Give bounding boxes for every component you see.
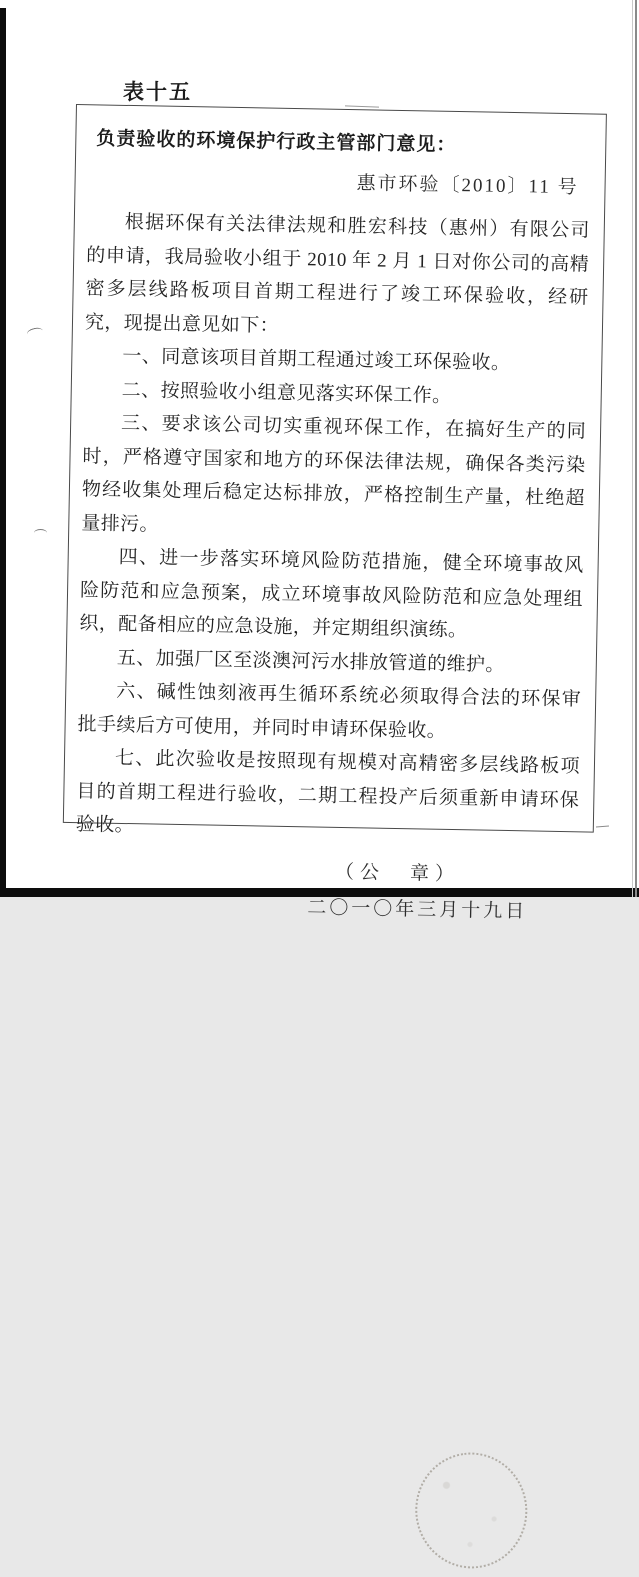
scan-edge-right-inner (632, 0, 633, 897)
scan-noise-mark (26, 326, 44, 338)
opinion-paragraph: 三、要求该公司切实重视环保工作，在搞好生产的同时，严格遵守国家和地方的环保法律法规，确保各类污染物经收集处理后稳定达标排放，严格控制生产量，杜绝超量排污。 (81, 412, 587, 536)
opinion-paragraph: 一、同意该项目首期工程通过竣工环保验收。 (122, 345, 511, 375)
scan-edge-right (635, 0, 637, 897)
opinion-paragraph: 根据环保有关法律法规和胜宏科技（惠州）有限公司的申请，我局验收小组于 2010 年 2 月 1 日对你公司的高精密多层线路板项目首期工程进行了竣工环保验收，经研究，现提出意见如下： (84, 211, 590, 337)
scan-noise-mark (596, 826, 609, 828)
official-seal-stamp-icon (409, 1446, 534, 1575)
scan-noise-mark (34, 529, 47, 537)
scan-noise-mark (345, 105, 379, 107)
opinion-body (75, 205, 590, 851)
signature-block (74, 850, 578, 931)
opinion-section-box (63, 104, 607, 922)
seal-placeholder-label: （公 章） (334, 861, 461, 885)
opinion-paragraph: 六、碱性蚀刻液再生循环系统必须取得合法的环保审批手续后方可使用，并同时申请环保验收。 (77, 680, 582, 742)
opinion-paragraph: 五、加强厂区至淡澳河污水排放管道的维护。 (116, 647, 506, 676)
opinion-paragraph: 二、按照验收小组意见落实环保工作。 (121, 379, 452, 407)
scan-edge-left (0, 8, 6, 897)
document-reference-number: 惠市环验〔2010〕11 号 (356, 173, 579, 199)
opinion-paragraph: 七、此次验收是按照现有规模对高精密多层线路板项目的首期工程进行验收，二期工程投产后须重新申请环保验收。 (75, 747, 581, 837)
signature-date: 二〇一〇年三月十九日 (307, 896, 528, 922)
section-title: 负责验收的环境保护行政主管部门意见： (96, 128, 457, 156)
form-number-label: 表十五 (123, 80, 192, 104)
opinion-paragraph: 四、进一步落实环境风险防范措施，健全环境事故风险防范和应急预案，成立环境事故风险防范和应急处理组织，配备相应的应急设施，并定期组织演练。 (79, 546, 584, 642)
